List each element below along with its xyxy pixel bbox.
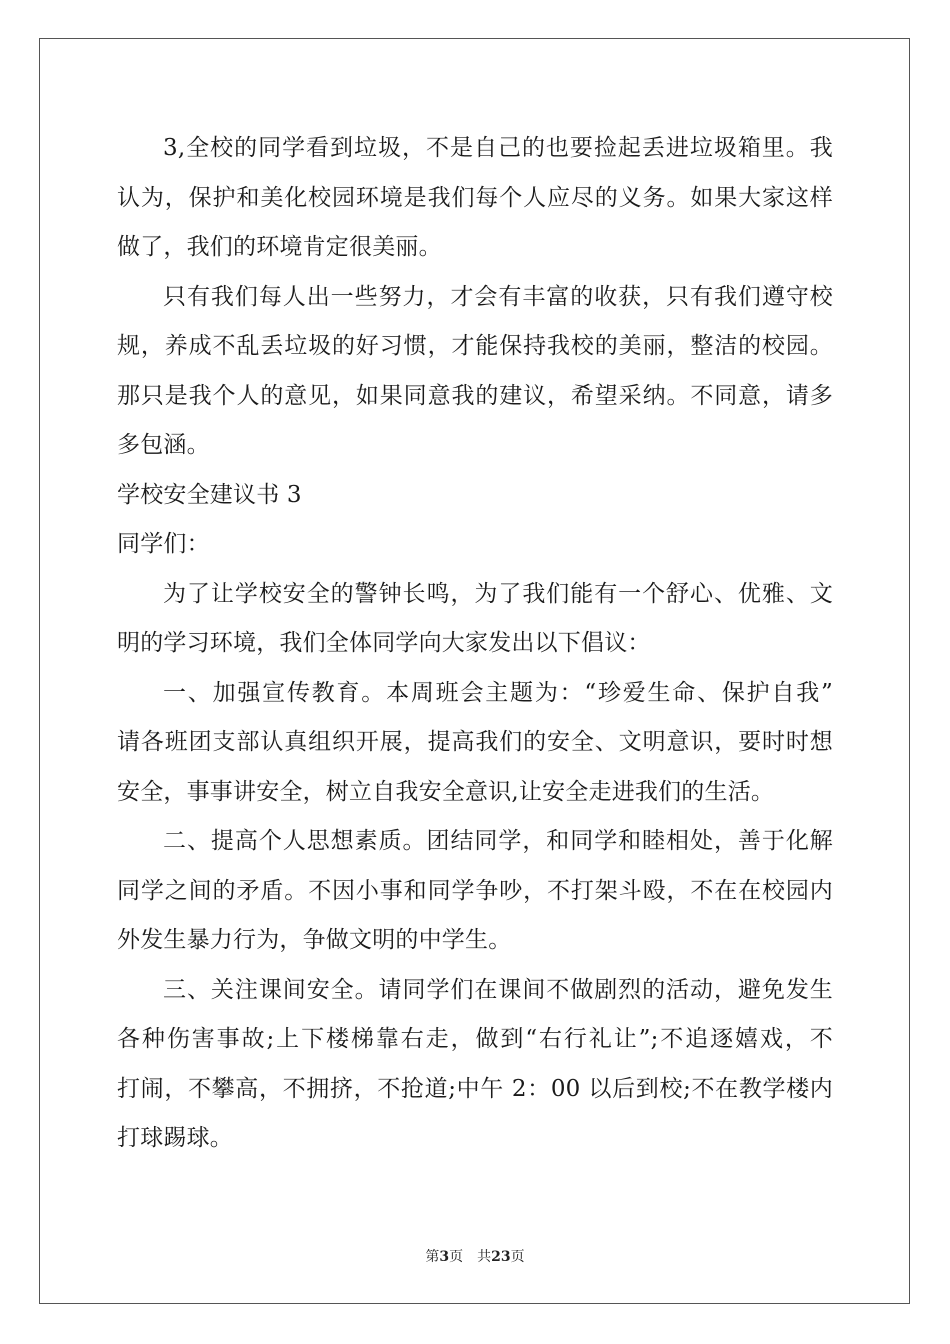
text-line: 做了，我们的环境肯定很美丽。	[117, 234, 442, 260]
total-page-number: 23	[491, 1249, 511, 1265]
text-line: 打球踢球。	[117, 1125, 233, 1151]
current-page-number: 3	[439, 1249, 450, 1265]
text-line: 那只是我个人的意见，如果同意我的建议，希望采纳。不同意，请多	[117, 382, 833, 409]
page-unit: 页	[449, 1249, 464, 1265]
text-line: 三、关注课间安全。请同学们在课间不做剧烈的活动，避免发生	[163, 976, 833, 1003]
text-line: 多包涵。	[117, 432, 210, 458]
text-line: 规，养成不乱丢垃圾的好习惯，才能保持我校的美丽，整洁的校园。	[117, 333, 833, 359]
total-prefix: 共	[477, 1249, 492, 1265]
text-line: 请各班团支部认真组织开展，提高我们的安全、文明意识，要时时想	[117, 729, 833, 755]
page-prefix: 第	[425, 1249, 440, 1265]
text-line: 同学之间的矛盾。不因小事和同学争吵，不打架斗殴，不在在校园内	[117, 877, 833, 904]
text-line: 只有我们每人出一些努力，才会有丰富的收获，只有我们遵守校	[163, 283, 833, 310]
text-line: 为了让学校安全的警钟长鸣，为了我们能有一个舒心、优雅、文	[163, 580, 833, 607]
text-line: 认为，保护和美化校园环境是我们每个人应尽的义务。如果大家这样	[117, 184, 833, 211]
text-line: 明的学习环境，我们全体同学向大家发出以下倡议：	[117, 630, 651, 656]
total-unit: 页	[510, 1249, 525, 1265]
text-line: 一、加强宣传教育。本周班会主题为：“珍爱生命、保护自我”	[163, 679, 833, 706]
text-line: 安全，事事讲安全，树立自我安全意识,让安全走进我们的生活。	[117, 778, 775, 805]
text-line: 各种伤害事故;上下楼梯靠右走，做到“右行礼让”;不追逐嬉戏，不	[117, 1026, 833, 1052]
text-line: 打闹，不攀高，不拥挤，不抢道;中午 2：00 以后到校;不在教学楼内	[117, 1075, 833, 1102]
text-line: 3,全校的同学看到垃圾，不是自己的也要捡起丢进垃圾箱里。我	[163, 135, 833, 161]
text-line: 二、提高个人思想素质。团结同学，和同学和睦相处，善于化解	[163, 828, 833, 854]
page-footer	[0, 1247, 950, 1267]
text-line: 外发生暴力行为，争做文明的中学生。	[117, 927, 512, 953]
document-body	[117, 124, 833, 1164]
text-line: 同学们：	[117, 531, 210, 557]
text-line: 学校安全建议书 3	[117, 481, 302, 508]
